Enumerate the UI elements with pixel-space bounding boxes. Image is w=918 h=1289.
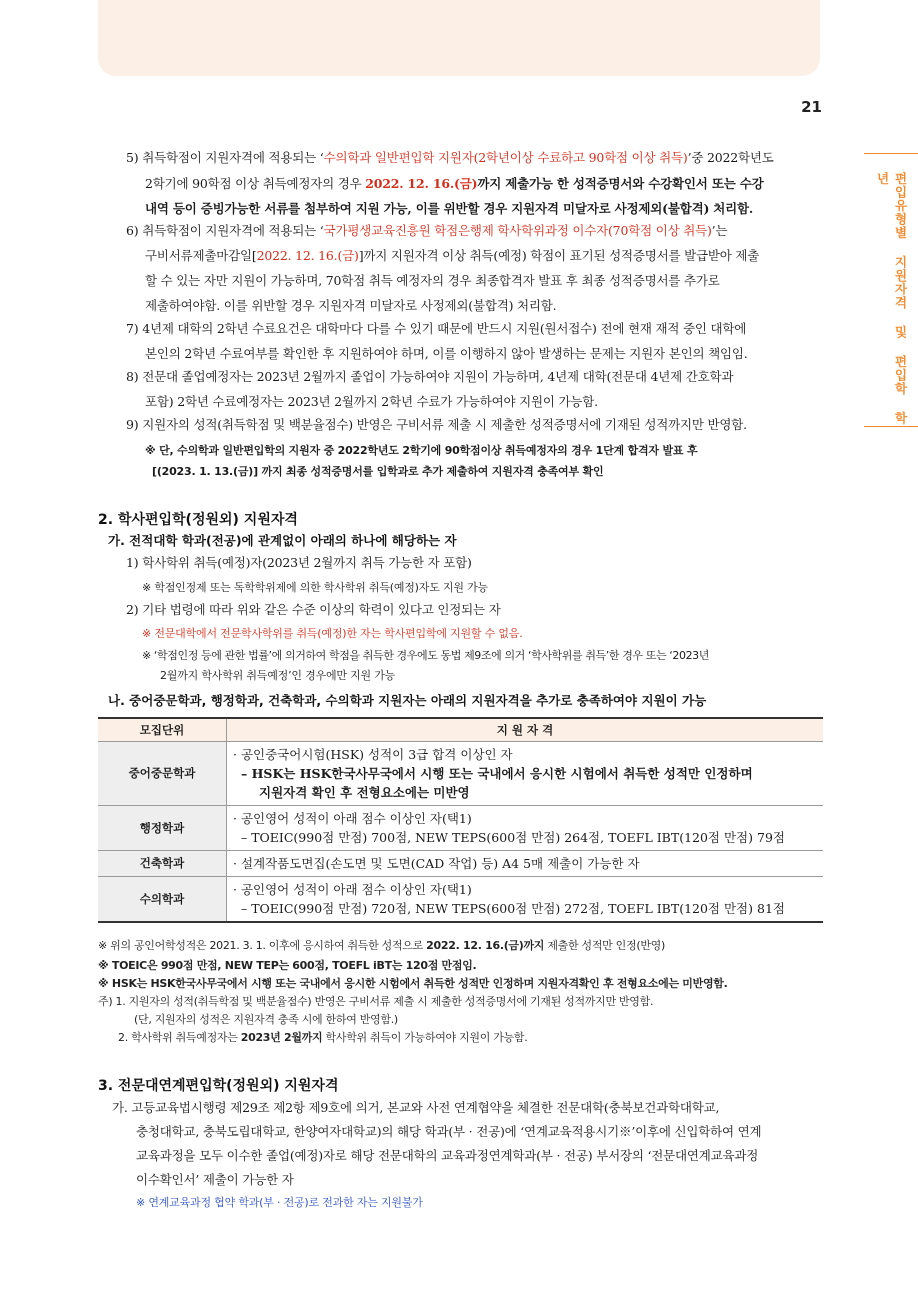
item-6-line-1 [126,221,727,241]
section2-item1: 1) 학사학위 취득(예정)자(2023년 2월까지 취득 가능한 자 포함) [126,555,472,570]
requirements-body [98,742,823,923]
table-row [98,877,823,923]
note-line [98,937,665,955]
section3-heading: 3. 전문대연계편입학(정원외) 지원자격 [98,1078,339,1094]
text-run: 2023년 2월까지 [240,1031,323,1044]
text-run: 2022. 12. 16.(금) [365,176,478,191]
item-6-line-4 [145,296,556,316]
text-run: 까지 제출가능 한 성적증명서와 수강확인서 또는 수강 [477,176,764,191]
item-9-line-3 [152,461,603,482]
text-run: 학사학위 취득이 가능하여야 지원이 가능함. [322,1031,528,1044]
requirement-line: · 설계작품도면집(손도면 및 도면(CAD 작업) 등) A4 5매 제출이 가능한 자 [233,856,640,871]
col-unit-header: 모집단위 [98,718,227,742]
text-run: (단, 지원자의 성적은 지원자격 충족 시에 한하여 반영함.) [134,1013,398,1026]
item-5-line-1 [126,148,774,168]
note-line [118,1029,527,1047]
text-run: 9) 지원자의 성적(취득학점 및 백분율점수) 반영은 구비서류 제출 시 제출한 성적증명서에 기재된 성적까지만 반영함. [126,417,747,432]
text-run: 2022. 12. 16.(금)까지 [426,939,545,952]
section2-item2-note-b: 2월까지 학사학위 취득예정’인 경우에만 지원 가능 [160,669,396,682]
text-run: 6) 취득학점이 지원자격에 적용되는 ‘ [126,223,324,238]
requirement-cell [227,851,824,877]
note-line [98,975,728,993]
text-run: 2학기에 90학점 이상 취득예정자의 경우 [145,176,366,191]
text-run: 포함) 2학년 수료예정자는 2023년 2월까지 2학년 수료가 가능하여야 지원이 가능함. [145,394,598,409]
requirement-line: 지원자격 확인 후 전형요소에는 미반영 [259,785,470,800]
section2-item2-note-red: ※ 전문대학에서 전문학사학위를 취득(예정)한 자는 학사편입학에 지원할 수 없음. [142,627,523,640]
section2-heading: 2. 학사편입학(정원외) 지원자격 [98,512,298,528]
item-8-line-2 [145,392,598,412]
section3-line: 가. 고등교육법시행령 제29조 제2항 제9호에 의거, 본교와 사전 연계협약을 체결한 전문대학(충북보건과학대학교, [112,1100,720,1115]
requirement-line: · 공인영어 성적이 아래 점수 이상인 자(택1) [233,811,472,826]
item-6-line-2 [145,246,759,266]
section3-line: 충청대학교, 충북도립대학교, 한양여자대학교)의 해당 학과(부 · 전공)에 ‘연계교육적용시기※’이후에 신입학하여 연계 [136,1124,762,1139]
page-number: 21 [801,98,822,116]
top-banner [98,0,820,76]
note-line [98,993,653,1011]
text-run: ※ 위의 공인어학성적은 2021. 3. 1. 이후에 응시하여 취득한 성적으로 [98,939,427,952]
text-run: 2022. 12. 16.(금) [256,248,359,263]
unit-cell: 수의학과 [98,877,227,923]
text-run: 제출한 성적만 인정(반영) [544,939,665,952]
text-run: 국가평생교육진흥원 학점은행제 학사학위과정 이수자(70학점 이상 취득) [323,223,712,238]
requirement-line: · 공인영어 성적이 아래 점수 이상인 자(택1) [233,882,472,897]
side-tab [864,153,918,427]
text-run: 내역 등이 증빙가능한 서류를 첨부하여 지원 가능, 이를 위반할 경우 지원자격 미달자로 사정제외(불합격) 처리함. [145,201,754,216]
section2-item1-note: ※ 학점인정제 또는 독학학위제에 의한 학사학위 취득(예정)자도 지원 가능 [142,581,488,594]
note-line [98,957,476,975]
section2-na: 나. 중어중문학과, 행정학과, 건축학과, 수의학과 지원자는 아래의 지원자격을 추가로 충족하여야 지원이 가능 [108,693,707,708]
text-run: 수의학과 일반편입학 지원자(2학년이상 수료하고 90학점 이상 취득) [323,150,688,165]
text-run: ※ TOEIC은 990점 만점, NEW TEP는 600점, TOEFL iBT는 120점 만점임. [98,959,477,972]
text-run: 본인의 2학년 수료여부를 확인한 후 지원하여야 하며, 이를 이행하지 않아 발생하는 문제는 지원자 본인의 책임임. [145,346,748,361]
col-req-header: 지 원 자 격 [227,718,824,742]
text-run: 할 수 있는 자만 지원이 가능하며, 70학점 취득 예정자의 경우 최종합격자 발표 후 최종 성적증명서를 추가로 [145,273,720,288]
requirement-line: – HSK는 HSK한국사무국에서 시행 또는 국내에서 응시한 시험에서 취득한 성적만 인정하며 [241,766,753,781]
section3-line: 교육과정을 모두 이수한 졸업(예정)자로 해당 전문대학의 교육과정연계학과(부 · 전공) 부서장의 ‘전문대연계교육과정 [136,1148,759,1163]
note-line [134,1011,398,1029]
text-run: 2. 학사학위 취득예정자는 [118,1031,241,1044]
item-7-line-2 [145,344,748,364]
item-8-line-1 [126,367,733,387]
text-run: 5) 취득학점이 지원자격에 적용되는 ‘ [126,150,324,165]
requirement-cell [227,806,824,851]
text-run: 구비서류제출마감일[ [145,248,257,263]
section2-ga: 가. 전적대학 학과(전공)에 관계없이 아래의 하나에 해당하는 자 [108,533,457,548]
section3-note: ※ 연계교육과정 협약 학과(부 · 전공)로 전과한 자는 지원불가 [136,1196,423,1209]
item-5-line-2 [145,174,763,194]
unit-cell: 중어중문학과 [98,742,227,806]
text-run: 7) 4년제 대학의 2학년 수료요건은 대학마다 다를 수 있기 때문에 반드시 지원(원서접수) 전에 현재 재적 중인 대학에 [126,321,747,336]
text-run: ’는 [711,223,728,238]
section2-item2-note-a: ※ ‘학점인정 등에 관한 법률’에 의거하여 학점을 취득한 경우에도 동법 제9조에 의거 ‘학사학위를 취득’한 경우 또는 ‘2023년 [142,649,710,662]
section3-line: 이수확인서’ 제출이 가능한 자 [136,1172,294,1187]
text-run: 주) 1. 지원자의 성적(취득학점 및 백분율점수) 반영은 구비서류 제출 시 제출한 성적증명서에 기재된 성적까지만 반영함. [98,995,654,1008]
item-5-line-3 [145,199,753,219]
requirement-cell [227,877,824,923]
requirement-line: · 공인중국어시험(HSK) 성적이 3급 합격 이상인 자 [233,747,513,762]
requirement-cell [227,742,824,806]
item-6-line-3 [145,271,720,291]
item-9-line-1 [126,415,747,435]
text-run: ]까지 지원자격 이상 취득(예정) 학점이 표기된 성적증명서를 발급받아 제출 [358,248,760,263]
text-run: 8) 전문대 졸업예정자는 2023년 2월까지 졸업이 가능하여야 지원이 가능하며, 4년제 대학(전문대 4년제 간호학과 [126,369,734,384]
item-7-line-1 [126,319,746,339]
table-row [98,806,823,851]
requirement-line: – TOEIC(990점 만점) 700점, NEW TEPS(600점 만점) 264점, TOEFL IBT(120점 만점) 79점 [241,830,785,845]
text-run: ※ HSK는 HSK한국사무국에서 시행 또는 국내에서 응시한 시험에서 취득한 성적만 인정하며 지원자격확인 후 전형요소에는 미반영함. [98,977,728,990]
text-run: [(2023. 1. 13.(금)] 까지 최종 성적증명서를 입학과로 추가 제출하여 지원자격 충족여부 확인 [152,465,604,478]
text-run: ※ 단, 수의학과 일반편입학의 지원자 중 2022학년도 2학기에 90학점이상 취득예정자의 경우 1단계 합격자 발표 후 [145,444,698,457]
unit-cell: 행정학과 [98,806,227,851]
text-run: 제출하여야함. 이를 위반할 경우 지원자격 미달자로 사정제외(불합격) 처리함. [145,298,557,313]
item-9-line-2 [145,440,697,461]
table-row [98,742,823,806]
requirements-table [98,717,823,923]
section2-item2: 2) 기타 법령에 따라 위와 같은 수준 이상의 학력이 있다고 인정되는 자 [126,602,501,617]
text-run: ’중 2022학년도 [687,150,774,165]
table-row [98,851,823,877]
unit-cell: 건축학과 [98,851,227,877]
requirement-line: – TOEIC(990점 만점) 720점, NEW TEPS(600점 만점) 272점, TOEFL IBT(120점 만점) 81점 [241,901,785,916]
side-tab-label: 편입유형별 지원자격 및 편입학 학년 [875,172,908,425]
table-header-row [98,718,823,742]
